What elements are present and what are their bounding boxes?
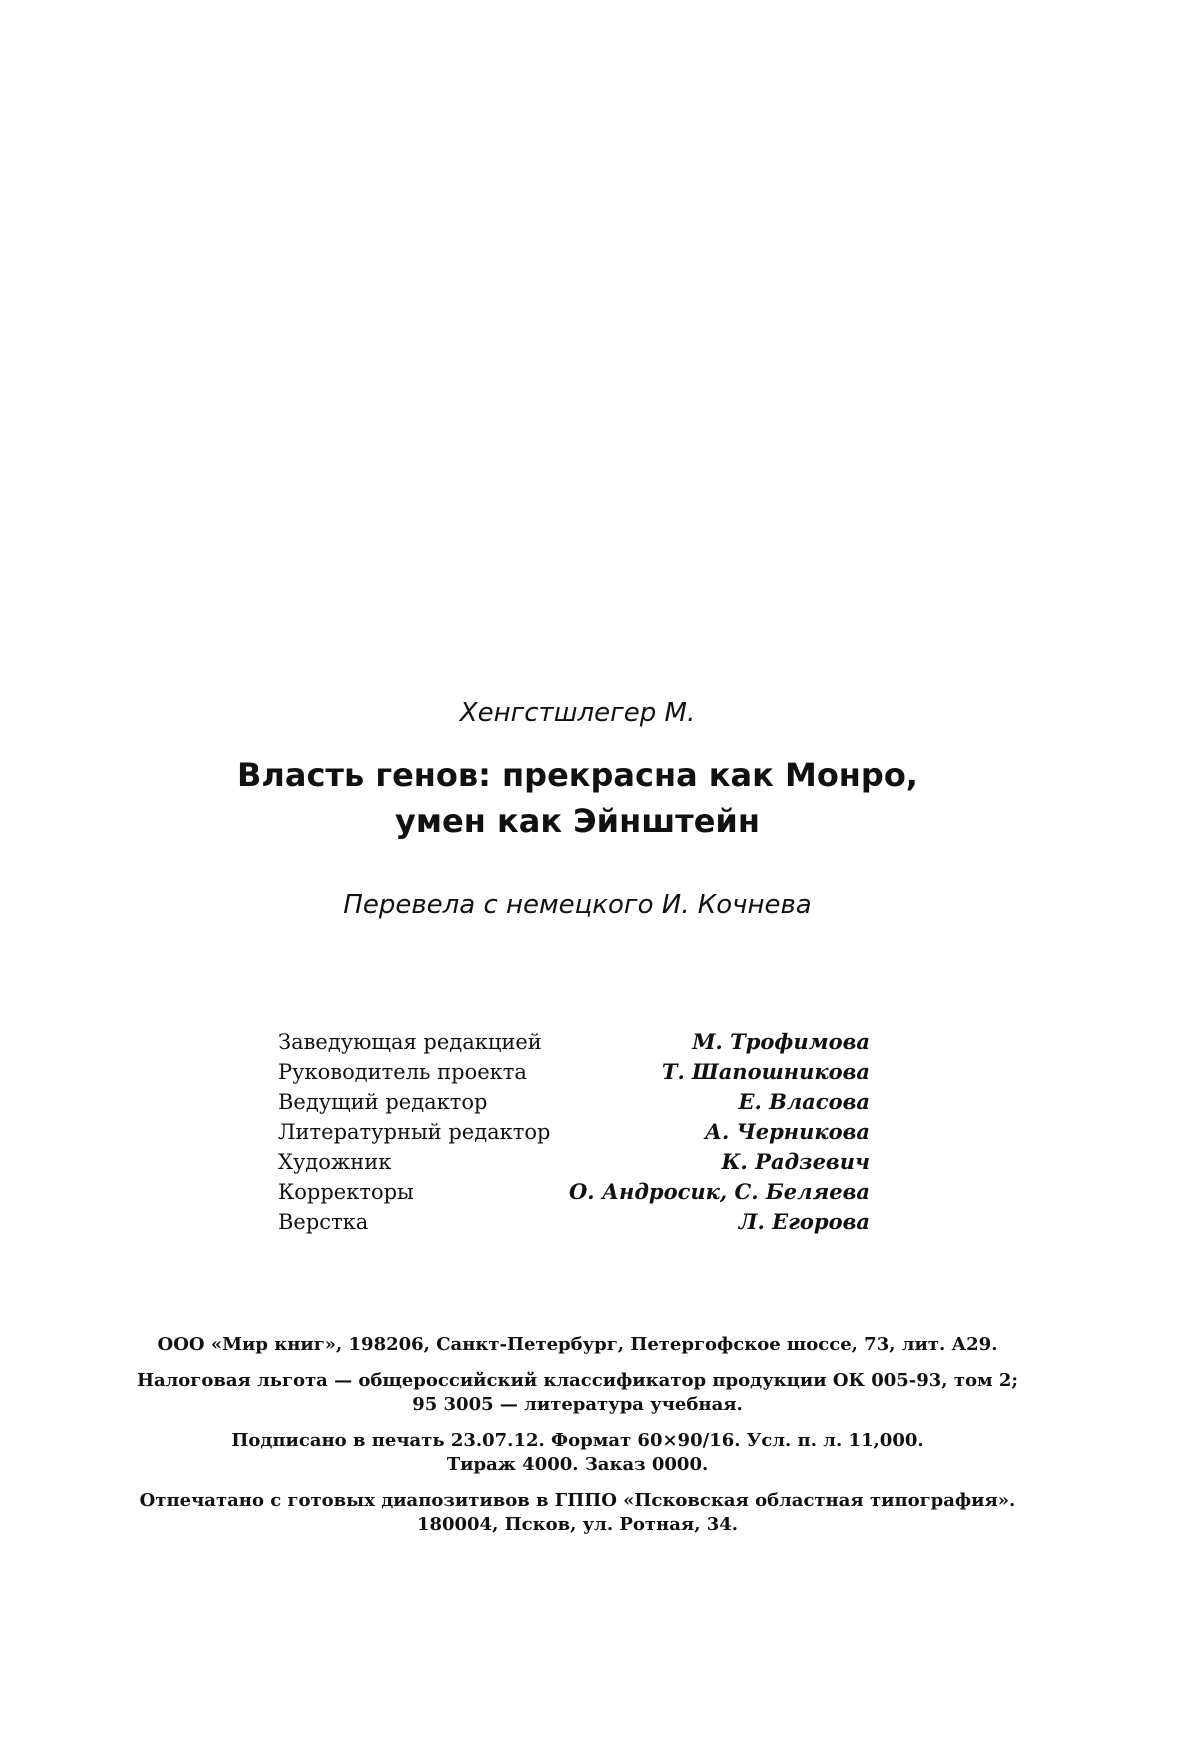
credit-role: Верстка: [278, 1210, 369, 1234]
credit-row: [278, 1147, 870, 1177]
printer-info: [0, 1489, 1155, 1537]
credit-person: А. Черникова: [704, 1119, 870, 1144]
imprint-block: [0, 1333, 1155, 1549]
imprint-line: Налоговая льгота — общероссийский классификатор продукции ОК 005-93, том 2;: [136, 1370, 1019, 1391]
translator-credit: Перевела с немецкого И. Кочнева: [343, 890, 812, 920]
tax-info: [0, 1369, 1155, 1417]
imprint-line: 180004, Псков, ул. Ротная, 34.: [416, 1514, 739, 1535]
credit-role: Корректоры: [278, 1180, 414, 1204]
imprint-line: Подписано в печать 23.07.12. Формат 60×90/16. Усл. п. л. 11,000.: [231, 1430, 924, 1451]
credit-row: [278, 1207, 870, 1237]
imprint-line: 95 3005 — литература учебная.: [412, 1394, 743, 1415]
credit-person: Л. Егорова: [738, 1209, 870, 1234]
credit-row: [278, 1177, 870, 1207]
printing-info: [0, 1429, 1155, 1477]
credit-person: О. Андросик, С. Беляева: [569, 1179, 870, 1204]
credit-role: Художник: [278, 1150, 392, 1174]
credit-person: Е. Власова: [738, 1089, 870, 1114]
credit-role: Литературный редактор: [278, 1120, 551, 1144]
book-title-line: Власть генов: прекрасна как Монро,: [237, 756, 918, 794]
credit-role: Заведующая редакцией: [278, 1030, 542, 1054]
credit-row: [278, 1117, 870, 1147]
credit-row: [278, 1027, 870, 1057]
credit-person: К. Радзевич: [721, 1149, 870, 1174]
imprint-line: ООО «Мир книг», 198206, Санкт-Петербург, Петергофское шоссе, 73, лит. А29.: [157, 1334, 998, 1355]
author-name: Хенгстшлегер М.: [459, 698, 696, 728]
credits-list: [278, 1027, 870, 1237]
book-title-line: умен как Эйнштейн: [395, 802, 760, 840]
credit-row: [278, 1057, 870, 1087]
credit-person: Т. Шапошникова: [661, 1059, 870, 1084]
imprint-line: Тираж 4000. Заказ 0000.: [446, 1454, 709, 1475]
publisher-info: [0, 1333, 1155, 1357]
credit-row: [278, 1087, 870, 1117]
credit-role: Ведущий редактор: [278, 1090, 488, 1114]
credit-person: М. Трофимова: [692, 1029, 870, 1054]
credit-role: Руководитель проекта: [278, 1060, 527, 1084]
book-title: [0, 752, 1155, 844]
imprint-line: Отпечатано с готовых диапозитивов в ГППО «Псковская областная типография».: [139, 1490, 1016, 1511]
